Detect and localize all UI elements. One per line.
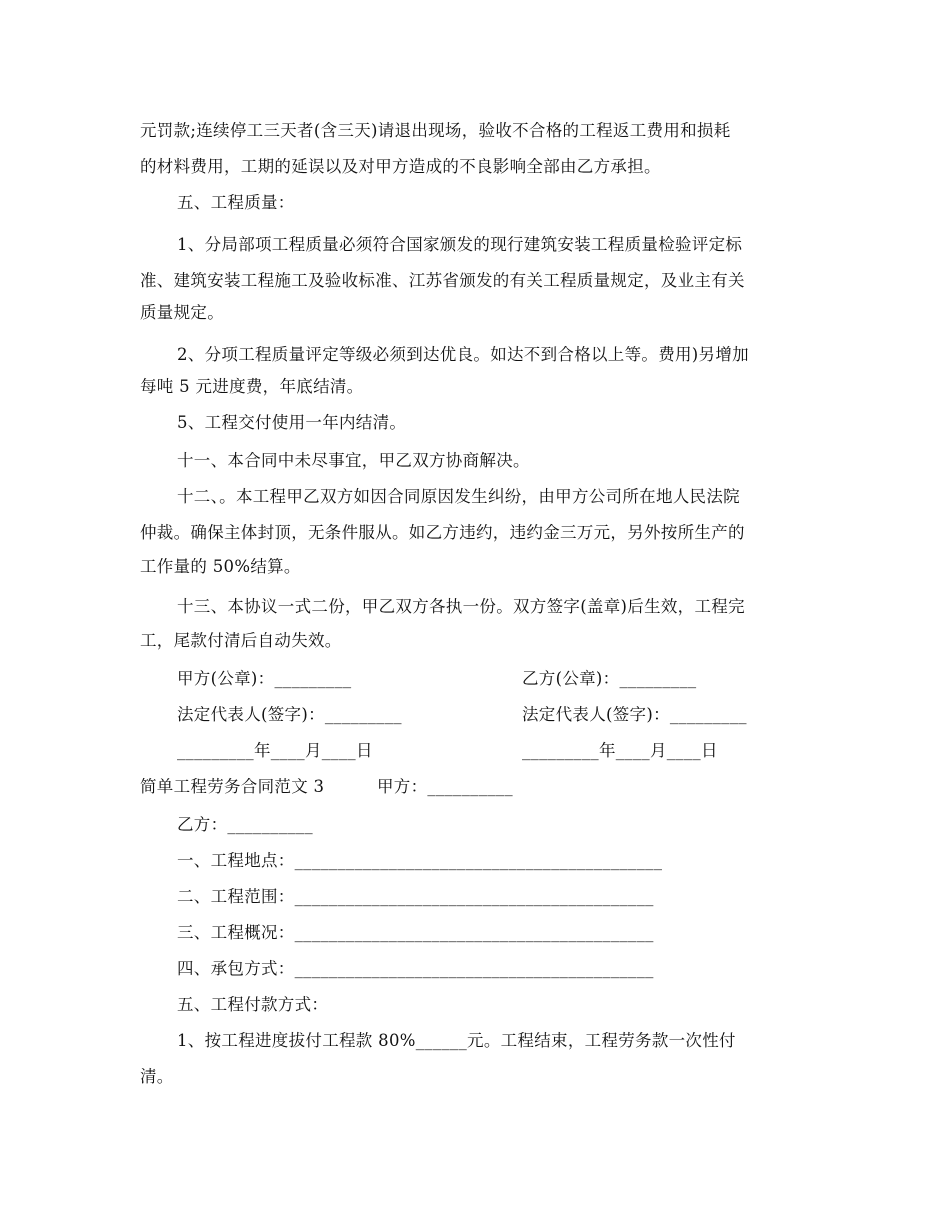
paragraph-line: 5、工程交付使用一年内结清。 <box>177 413 407 432</box>
paragraph-line: 工，尾款付清后自动失效。 <box>140 631 342 650</box>
paragraph-line: 十一、本合同中未尽事宜，甲乙双方协商解决。 <box>177 451 530 470</box>
paragraph-line: 准、建筑安装工程施工及验收标准、江苏省颁发的有关工程质量规定，及业主有关 <box>140 271 745 290</box>
party-a-seal-field: 甲方(公章)：_________ <box>177 669 352 688</box>
paragraph-line: 十三、本协议一式二份，甲乙双方各执一份。双方签字(盖章)后生效，工程完 <box>177 597 745 616</box>
contract-mode-field: 四、承包方式：__________________________________________ <box>177 959 654 978</box>
project-location-field: 一、工程地点：___________________________________________ <box>177 851 663 870</box>
paragraph-line: 的材料费用，工期的延误以及对甲方造成的不良影响全部由乙方承担。 <box>140 157 661 176</box>
project-scope-field: 二、工程范围：__________________________________________ <box>177 887 654 906</box>
party-b-field: 乙方：__________ <box>177 815 313 834</box>
section-heading: 五、工程质量： <box>177 193 295 212</box>
party-a-field: 甲方：__________ <box>377 777 513 796</box>
paragraph-line: 2、分项工程质量评定等级必须到达优良。如达不到合格以上等。费用)另增加 <box>177 345 749 364</box>
paragraph-line: 元罚款;连续停工三天者(含三天)请退出现场，验收不合格的工程返工费用和损耗 <box>140 121 731 140</box>
paragraph-line: 工作量的 50%结算。 <box>140 557 301 576</box>
party-a-representative-field: 法定代表人(签字)：_________ <box>177 705 402 724</box>
paragraph-line: 清。 <box>140 1067 174 1086</box>
paragraph-line: 1、按工程进度拔付工程款 80%______元。工程结束，工程劳务款一次性付 <box>177 1031 736 1050</box>
party-b-representative-field: 法定代表人(签字)：_________ <box>522 705 747 724</box>
party-a-date-field: _________年____月____日 <box>177 741 373 760</box>
paragraph-line: 质量规定。 <box>140 303 224 322</box>
paragraph-line: 十二、。本工程甲乙双方如因合同原因发生纠纷，由甲方公司所在地人民法院 <box>177 487 740 506</box>
paragraph-line: 仲裁。确保主体封顶，无条件服从。如乙方违约，违约金三万元，另外按所生产的 <box>140 523 745 542</box>
section-heading: 五、工程付款方式： <box>177 995 329 1014</box>
party-b-date-field: _________年____月____日 <box>522 741 718 760</box>
party-b-seal-field: 乙方(公章)：_________ <box>522 669 697 688</box>
paragraph-line: 每吨 5 元进度费，年底结清。 <box>140 377 364 396</box>
project-overview-field: 三、工程概况：__________________________________________ <box>177 923 654 942</box>
paragraph-line: 1、分局部项工程质量必须符合国家颁发的现行建筑安装工程质量检验评定标 <box>177 235 743 254</box>
section-title: 简单工程劳务合同范文 3 <box>140 777 325 796</box>
